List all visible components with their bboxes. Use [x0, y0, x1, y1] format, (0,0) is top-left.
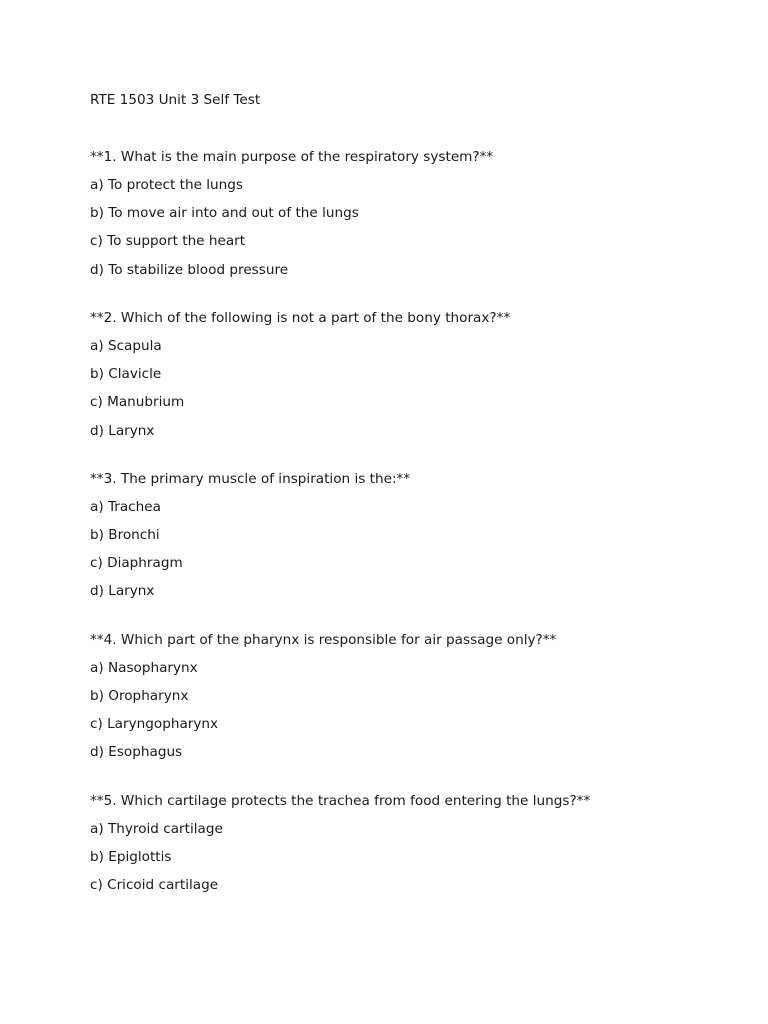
answer-option: a) Thyroid cartilage [90, 820, 223, 837]
answer-option: c) To support the heart [90, 233, 246, 250]
answer-option: c) Laryngopharynx [90, 716, 219, 733]
document-title: RTE 1503 Unit 3 Self Test [90, 92, 261, 108]
question-block-4 [90, 630, 730, 763]
answer-option: a) To protect the lungs [90, 177, 243, 193]
answer-option: d) Larynx [90, 583, 155, 600]
answer-option: b) Epiglottis [90, 849, 172, 865]
question-text: **1. What is the main purpose of the respiratory system?** [90, 149, 494, 165]
answer-option: d) Esophagus [90, 744, 183, 761]
question-text: **4. Which part of the pharynx is responsible for air passage only?** [90, 631, 557, 648]
answer-option: a) Nasopharynx [90, 659, 198, 676]
answer-option: b) Bronchi [90, 527, 160, 544]
question-text: **3. The primary muscle of inspiration is the:** [90, 470, 411, 487]
answer-option: d) To stabilize blood pressure [90, 261, 289, 278]
answer-option: c) Manubrium [90, 394, 185, 411]
question-text: **5. Which cartilage protects the trachea from food entering the lungs?** [90, 792, 591, 809]
question-block-3 [90, 469, 730, 602]
answer-option: a) Scapula [90, 337, 162, 354]
answer-option: c) Cricoid cartilage [90, 877, 219, 894]
answer-option: c) Diaphragm [90, 555, 183, 572]
question-block-5 [90, 791, 730, 895]
answer-option: b) To move air into and out of the lungs [90, 205, 359, 222]
question-block-1 [90, 147, 730, 280]
answer-option: a) Trachea [90, 498, 161, 515]
question-block-2 [90, 308, 730, 441]
answer-option: b) Oropharynx [90, 688, 189, 705]
answer-option: d) Larynx [90, 422, 155, 439]
document-page [90, 90, 730, 924]
answer-option: b) Clavicle [90, 366, 162, 383]
question-text: **2. Which of the following is not a part of the bony thorax?** [90, 309, 511, 326]
